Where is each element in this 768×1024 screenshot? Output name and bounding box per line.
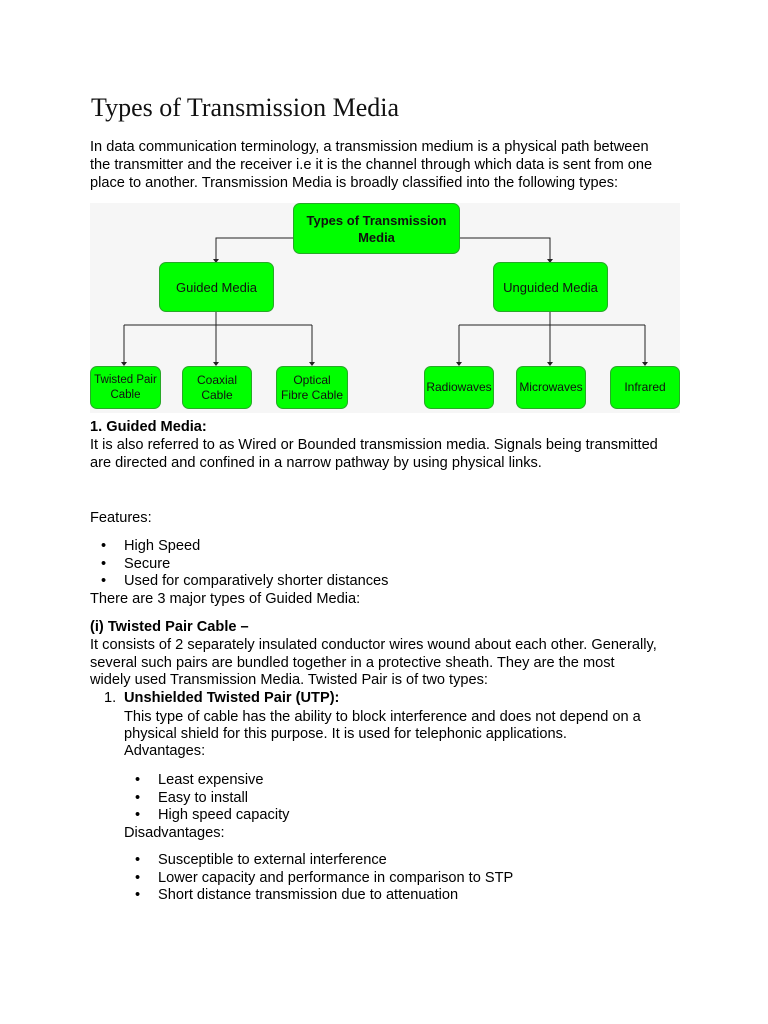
features-label: Features: <box>90 510 152 526</box>
utp-text-line-1: This type of cable has the ability to block interference and does not depend on a <box>124 709 641 725</box>
guided-text-line-1: It is also referred to as Wired or Bounded transmission media. Signals being transmitted <box>90 437 658 453</box>
node-root-line-1: Types of Transmission <box>306 212 447 228</box>
node-radiowaves-label: Radiowaves <box>426 380 492 394</box>
node-infrared-label: Infrared <box>624 380 666 394</box>
guided-text-line-2: are directed and confined in a narrow pathway by using physical links. <box>90 455 542 471</box>
node-optical-line-2: Fibre Cable <box>280 387 344 402</box>
node-twisted-pair <box>90 366 161 409</box>
node-optical-fibre <box>276 366 348 409</box>
node-unguided-media <box>493 262 608 312</box>
node-optical-line-1: Optical <box>293 372 331 387</box>
list-item: • Lower capacity and performance in comparison to STP <box>158 870 513 888</box>
advantages-list <box>158 772 289 825</box>
disadvantages-list <box>158 852 513 905</box>
features-list <box>124 538 388 591</box>
node-twisted-line-2: Cable <box>110 388 141 401</box>
guided-media-heading: 1. Guided Media: <box>90 419 207 435</box>
node-guided-label: Guided Media <box>176 279 257 295</box>
node-coaxial-line-2: Cable <box>201 387 233 402</box>
connector-root-unguided <box>460 238 550 261</box>
twisted-text-line-2: several such pairs are bundled together in a protective sheath. They are the most <box>90 655 615 671</box>
node-unguided-label: Unguided Media <box>503 279 598 295</box>
intro-line-1: In data communication terminology, a transmission medium is a physical path between <box>90 139 649 155</box>
list-item: • Susceptible to external interference <box>158 852 513 870</box>
guided-types-line: There are 3 major types of Guided Media: <box>90 591 361 607</box>
list-item: • High speed capacity <box>158 807 289 825</box>
twisted-text-line-1: It consists of 2 separately insulated conductor wires wound about each other. Generally, <box>90 637 657 653</box>
list-item: • Easy to install <box>158 790 289 808</box>
node-radiowaves <box>424 366 494 409</box>
list-item: • Used for comparatively shorter distances <box>124 573 388 591</box>
twisted-text-line-3: widely used Transmission Media. Twisted Pair is of two types: <box>90 672 488 688</box>
transmission-media-diagram <box>90 203 680 413</box>
twisted-pair-heading: (i) Twisted Pair Cable – <box>90 619 249 635</box>
utp-number: 1. <box>104 690 117 706</box>
node-guided-media <box>159 262 274 312</box>
node-microwaves <box>516 366 586 409</box>
node-coaxial-line-1: Coaxial <box>196 372 238 387</box>
list-item: • High Speed <box>124 538 388 556</box>
node-root <box>293 203 460 254</box>
node-root-line-2: Media <box>358 229 395 245</box>
intro-line-3: place to another. Transmission Media is broadly classified into the following types: <box>90 175 619 191</box>
list-item: • Short distance transmission due to attenuation <box>158 887 513 905</box>
node-microwaves-label: Microwaves <box>519 380 583 394</box>
list-item: • Least expensive <box>158 772 289 790</box>
utp-text-line-2: physical shield for this purpose. It is used for telephonic applications. <box>124 726 567 742</box>
disadvantages-label: Disadvantages: <box>124 825 225 841</box>
node-infrared <box>610 366 680 409</box>
connector-root-guided <box>216 238 293 261</box>
list-item: • Secure <box>124 556 388 574</box>
page-title: Types of Transmission Media <box>91 93 400 122</box>
intro-line-2: the transmitter and the receiver i.e it is the channel through which data is sent from one <box>90 157 653 173</box>
advantages-label: Advantages: <box>124 743 206 759</box>
node-twisted-line-1: Twisted Pair <box>94 373 157 386</box>
node-coaxial-cable <box>182 366 252 409</box>
utp-heading: Unshielded Twisted Pair (UTP): <box>124 690 340 706</box>
